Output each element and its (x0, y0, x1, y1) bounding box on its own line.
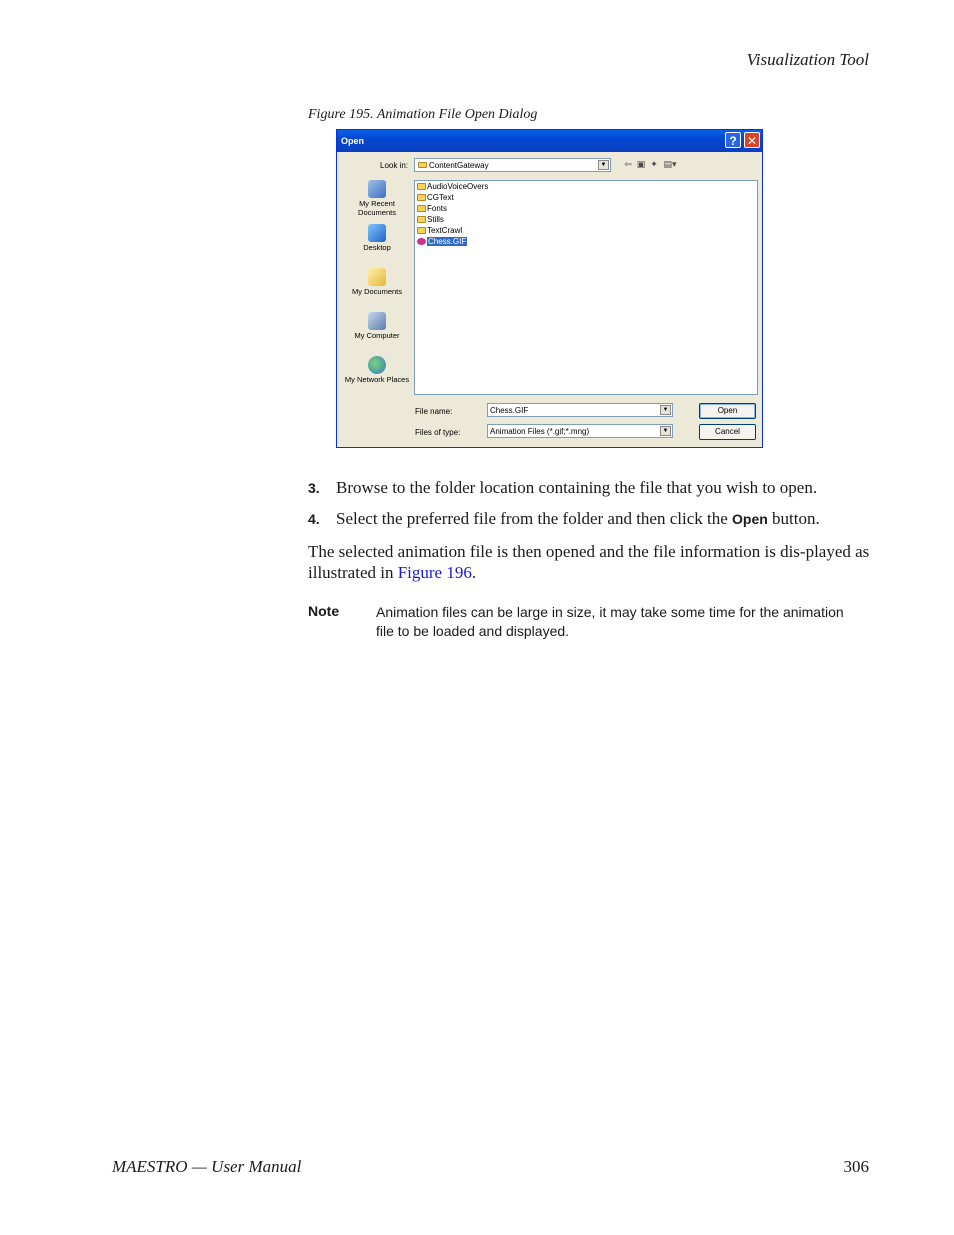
note-text: Animation files can be large in size, it may take some time for the animation file to be loaded and displayed. (376, 604, 844, 639)
my-documents-icon (368, 268, 386, 286)
body-paragraph (308, 541, 874, 583)
folder-icon (418, 162, 427, 168)
gif-file-icon (417, 238, 426, 245)
list-item[interactable]: TextCrawl (417, 226, 462, 236)
cancel-button[interactable]: Cancel (699, 424, 756, 440)
step-3 (308, 478, 817, 498)
look-in-dropdown[interactable] (414, 158, 611, 172)
back-icon[interactable]: ⇦ (624, 159, 632, 169)
note-label: Note (308, 603, 340, 619)
list-item[interactable]: CGText (417, 193, 454, 203)
paragraph-end: . (471, 563, 477, 582)
paragraph-text: The selected animation file is then opened and the file information is dis-played as illustrated in (308, 542, 870, 582)
place-my-computer[interactable] (343, 312, 411, 340)
views-menu-icon[interactable]: ▤▾ (663, 159, 677, 169)
running-header: Visualization Tool (746, 50, 869, 69)
figure-caption: Figure 195. Animation File Open Dialog (308, 107, 538, 122)
list-item[interactable]: Fonts (417, 204, 447, 214)
up-folder-icon[interactable]: ▣ (636, 159, 646, 169)
list-item-selected[interactable]: Chess.GIF (417, 237, 467, 247)
folder-icon (417, 194, 426, 201)
place-label: Desktop (363, 243, 391, 252)
network-icon (368, 356, 386, 374)
files-of-type-value: Animation Files (*.gif;*.mng) (490, 427, 590, 436)
list-item[interactable]: AudioVoiceOvers (417, 182, 488, 192)
chevron-down-icon[interactable]: ▼ (598, 160, 609, 170)
close-icon[interactable]: ✕ (744, 132, 760, 148)
file-name-value: Chess.GIF (490, 406, 529, 415)
folder-icon (417, 205, 426, 212)
place-my-recent-documents[interactable] (343, 180, 411, 217)
step-number: 4. (308, 511, 320, 527)
place-label: My Computer (354, 331, 400, 340)
help-icon[interactable]: ? (725, 132, 741, 148)
dialog-title: Open (341, 136, 365, 146)
step-4 (308, 509, 820, 529)
page-number: 306 (843, 1157, 869, 1176)
place-my-network-places[interactable] (343, 356, 411, 384)
place-label: My Documents (351, 287, 402, 296)
look-in-value: ContentGateway (429, 161, 489, 170)
figure-196-link[interactable]: Figure 196 (397, 563, 472, 582)
folder-icon (417, 183, 426, 190)
place-my-documents[interactable] (343, 268, 411, 296)
footer-doc-title: MAESTRO — User Manual (112, 1157, 302, 1176)
my-computer-icon (368, 312, 386, 330)
file-name-label: File name: (415, 407, 453, 416)
new-folder-icon[interactable]: ✦ (650, 159, 658, 169)
files-of-type-label: Files of type: (415, 428, 461, 437)
place-desktop[interactable] (343, 224, 411, 252)
list-item[interactable]: Stills (417, 215, 444, 225)
file-name-input[interactable] (487, 403, 673, 417)
chevron-down-icon[interactable]: ▼ (660, 426, 671, 436)
dialog-titlebar (337, 130, 762, 152)
recent-documents-icon (368, 180, 386, 198)
file-list[interactable] (414, 180, 758, 395)
place-label: My Recent Documents (358, 199, 396, 217)
open-dialog-screenshot (336, 129, 763, 448)
chevron-down-icon[interactable]: ▼ (660, 405, 671, 415)
step-number: 3. (308, 480, 320, 496)
desktop-icon (368, 224, 386, 242)
folder-icon (417, 227, 426, 234)
step-text: Select the preferred file from the folder and then click the (336, 509, 733, 528)
folder-icon (417, 216, 426, 223)
place-label: My Network Places (344, 375, 410, 384)
command-name: Open (732, 511, 768, 527)
look-in-label: Look in: (380, 161, 409, 170)
open-button[interactable]: Open (699, 403, 756, 419)
step-text: Browse to the folder location containing the file that you wish to open. (336, 478, 818, 497)
files-of-type-dropdown[interactable] (487, 424, 673, 438)
step-text-end: button. (767, 509, 820, 528)
